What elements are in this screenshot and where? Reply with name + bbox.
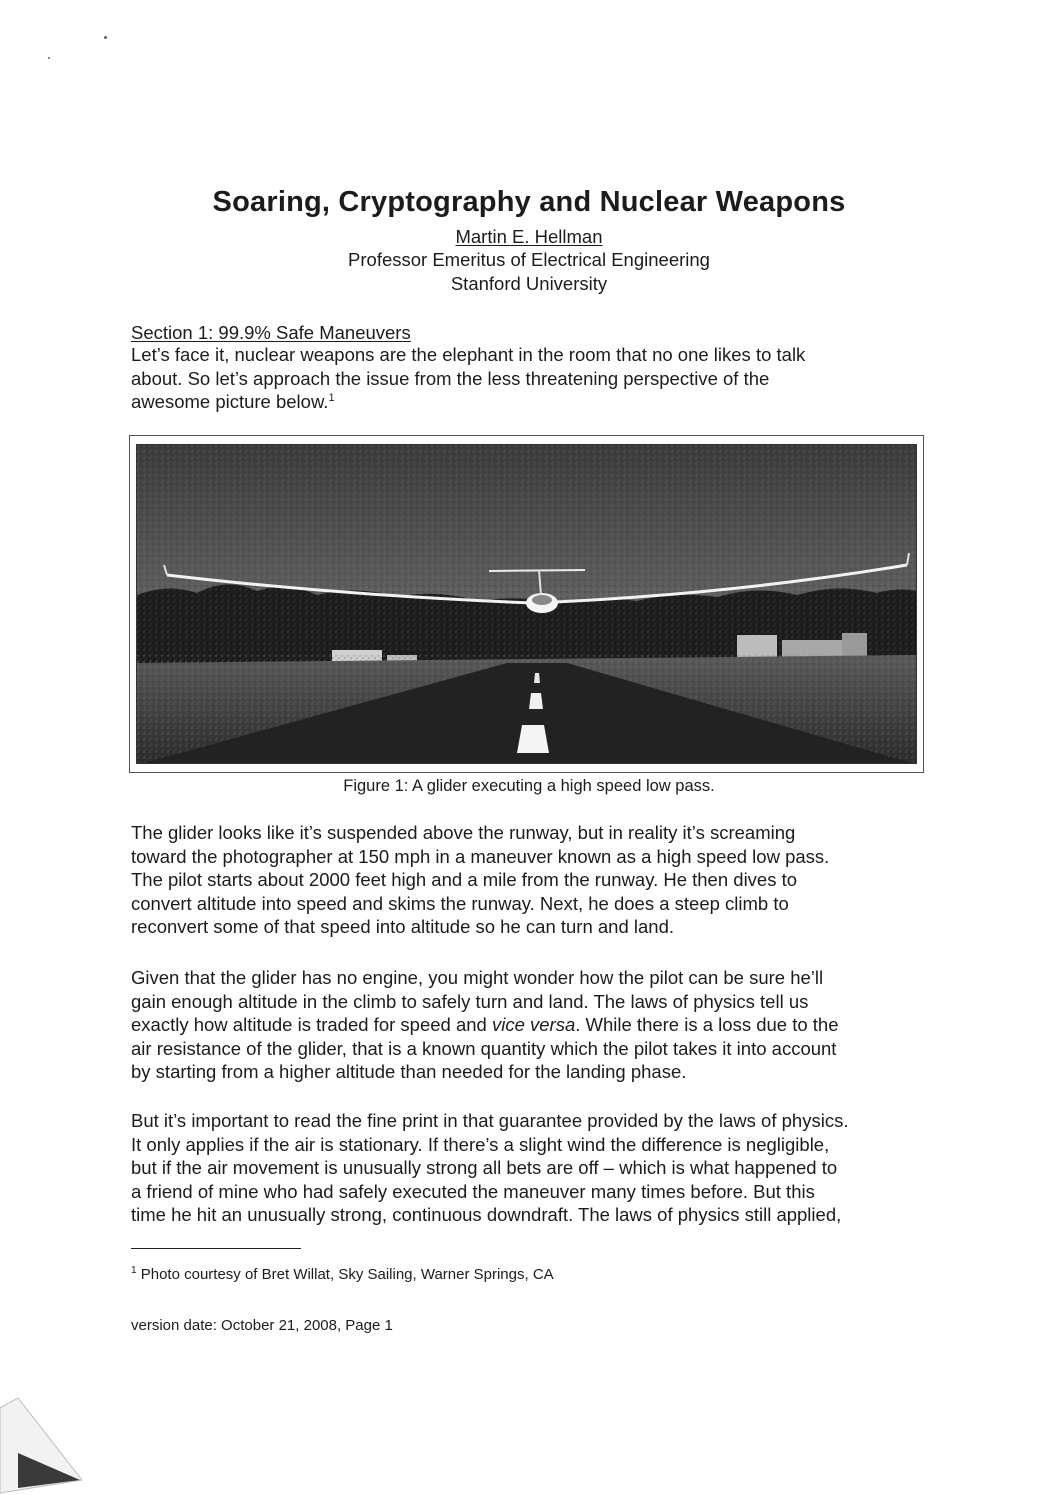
- paragraph-line: toward the photographer at 150 mph in a maneuver known as a high speed low pass.: [131, 845, 830, 867]
- affiliation-title: Professor Emeritus of Electrical Engineering: [348, 249, 710, 270]
- paragraph-line: The glider looks like it’s suspended above the runway, but in reality it’s screaming: [131, 822, 796, 843]
- paragraph-line: [131, 1013, 931, 1037]
- figure-caption: Figure 1: A glider executing a high speed low pass.: [343, 777, 715, 795]
- page-corner-fold: [0, 1398, 90, 1495]
- body-paragraph-3: [131, 966, 931, 1084]
- paragraph-line: air resistance of the glider, that is a known quantity which the pilot takes it into account: [131, 1037, 837, 1059]
- paragraph-line: It only applies if the air is stationary. If there’s a slight wind the difference is negligible,: [131, 1133, 830, 1155]
- figure-frame: [129, 435, 924, 773]
- section-heading: Section 1: 99.9% Safe Maneuvers: [131, 322, 411, 343]
- footnote-divider: [131, 1248, 301, 1249]
- paragraph-line: about. So let’s approach the issue from the less threatening perspective of the: [131, 367, 770, 389]
- author-name-text: Martin E. Hellman: [455, 226, 603, 247]
- paragraph-line-start: exactly how altitude is traded for speed and: [131, 1014, 492, 1036]
- version-date-footer: version date: October 21, 2008, Page 1: [131, 1317, 393, 1334]
- paragraph-line: time he hit an unusually strong, continuous downdraft. The laws of physics still applied,: [131, 1204, 842, 1226]
- paragraph-line: But it’s important to read the fine print in that guarantee provided by the laws of physics.: [131, 1110, 849, 1131]
- intro-paragraph: [131, 343, 931, 414]
- paragraph-line: gain enough altitude in the climb to safely turn and land. The laws of physics tell us: [131, 990, 809, 1012]
- footnote-text: Photo courtesy of Bret Willat, Sky Sailing, Warner Springs, CA: [140, 1266, 554, 1283]
- paragraph-line: reconvert some of that speed into altitude so he can turn and land.: [131, 916, 675, 938]
- footnote-number: 1: [131, 1265, 137, 1276]
- body-paragraph-4: [131, 1109, 931, 1227]
- paragraph-line: but if the air movement is unusually strong all bets are off – which is what happened to: [131, 1157, 838, 1179]
- paragraph-line-text: awesome picture below.: [131, 391, 329, 413]
- document-title: Soaring, Cryptography and Nuclear Weapons: [212, 186, 846, 218]
- paragraph-line: [131, 390, 931, 414]
- paragraph-line-end: . While there is a loss due to the: [575, 1014, 839, 1036]
- paragraph-line: convert altitude into speed and skims the runway. Next, he does a steep climb to: [131, 892, 789, 914]
- paragraph-line: Let’s face it, nuclear weapons are the elephant in the room that no one likes to talk: [131, 344, 806, 365]
- italic-phrase: vice versa: [491, 1014, 576, 1036]
- glider-photo: [136, 444, 917, 764]
- footnote-marker: 1: [328, 392, 335, 405]
- author-name: [0, 226, 1058, 248]
- body-paragraph-2: [131, 821, 931, 939]
- paragraph-line: Given that the glider has no engine, you might wonder how the pilot can be sure he’ll: [131, 967, 824, 988]
- footnote: [131, 1266, 554, 1283]
- scan-speck: [104, 36, 107, 39]
- paragraph-line: The pilot starts about 2000 feet high and a mile from the runway. He then dives to: [131, 869, 798, 891]
- glider-photo-image: [137, 445, 917, 764]
- affiliation-university: Stanford University: [450, 273, 608, 294]
- paragraph-line: a friend of mine who had safely executed the maneuver many times before. But this: [131, 1180, 815, 1202]
- scan-speck: [48, 57, 50, 59]
- paragraph-line: by starting from a higher altitude than needed for the landing phase.: [131, 1061, 687, 1083]
